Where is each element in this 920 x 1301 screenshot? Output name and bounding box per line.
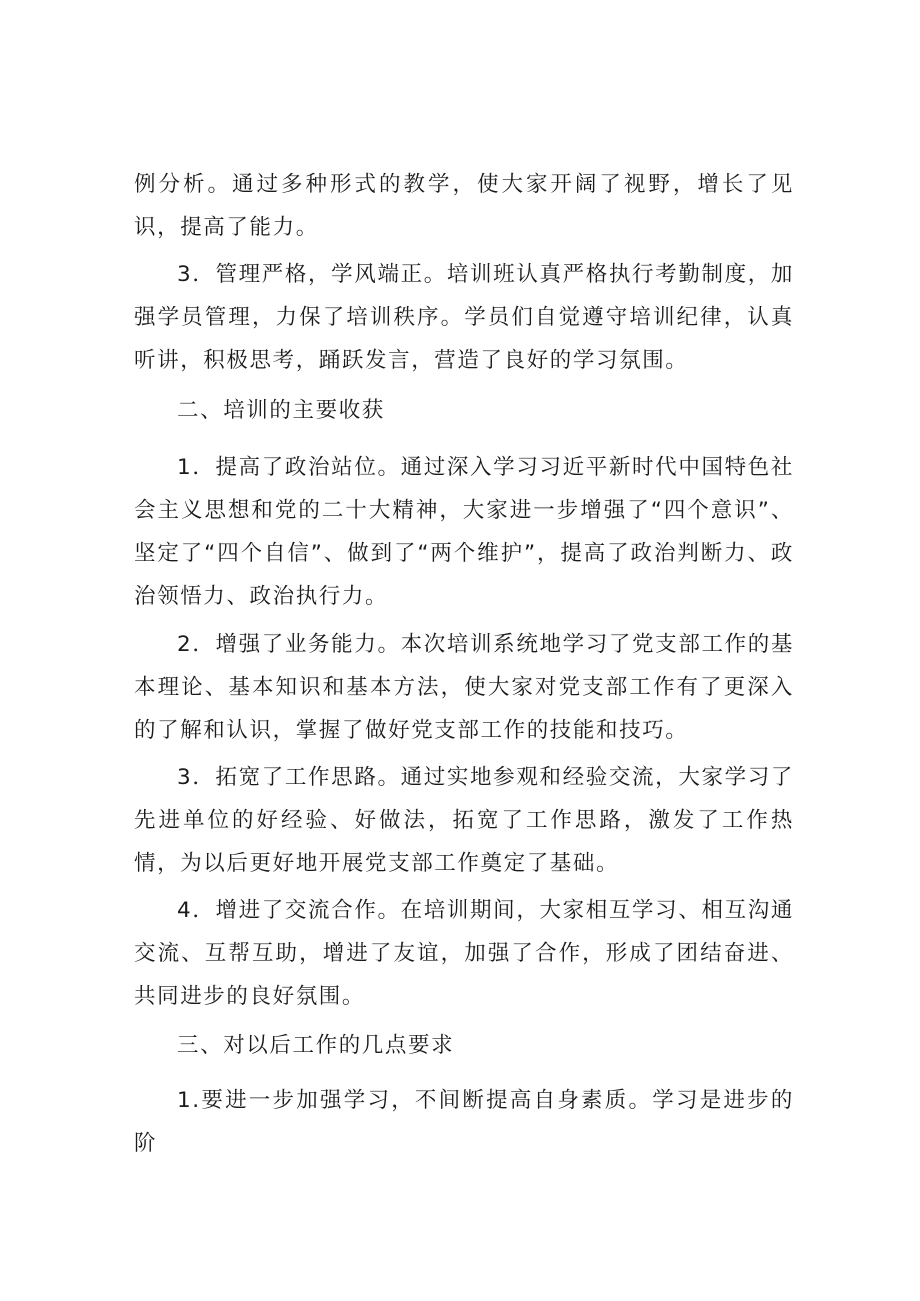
paragraph-item-2-business: 2．增强了业务能力。本次培训系统地学习了党支部工作的基本理论、基本知识和基本方法，使大家对党支部工作有了更深入的了解和认识，掌握了做好党支部工作的技能和技巧。 — [134, 632, 794, 743]
section-heading-2: 二、培训的主要收获 — [177, 398, 385, 423]
paragraph-item-3-thinking: 3．拓宽了工作思路。通过实地参观和经验交流，大家学习了先进单位的好经验、好做法，拓宽了工作思路，激发了工作热情，为以后更好地开展党支部工作奠定了基础。 — [134, 765, 794, 876]
paragraph-continuation: 例分析。通过多种形式的教学，使大家开阔了视野，增长了见识，提高了能力。 — [134, 172, 794, 240]
paragraph-item-3-management: 3．管理严格，学风端正。培训班认真严格执行考勤制度，加强学员管理，力保了培训秩序。学员们自觉遵守培训纪律，认真听讲，积极思考，踊跃发言，营造了良好的学习氛围。 — [134, 262, 794, 373]
section-heading-3: 三、对以后工作的几点要求 — [177, 1033, 455, 1058]
paragraph-item-4-exchange: 4．增进了交流合作。在培训期间，大家相互学习、相互沟通交流、互帮互助，增进了友谊，加强了合作，形成了团结奋进、共同进步的良好氛围。 — [134, 898, 794, 1009]
paragraph-requirement-1: 1.要进一步加强学习，不间断提高自身素质。学习是进步的阶 — [134, 1088, 794, 1156]
paragraph-item-1-political: 1．提高了政治站位。通过深入学习习近平新时代中国特色社会主义思想和党的二十大精神，大家进一步增强了“四个意识”、坚定了“四个自信”、做到了“两个维护”，提高了政治判断力、政治领悟力、政治执行力。 — [134, 455, 794, 609]
